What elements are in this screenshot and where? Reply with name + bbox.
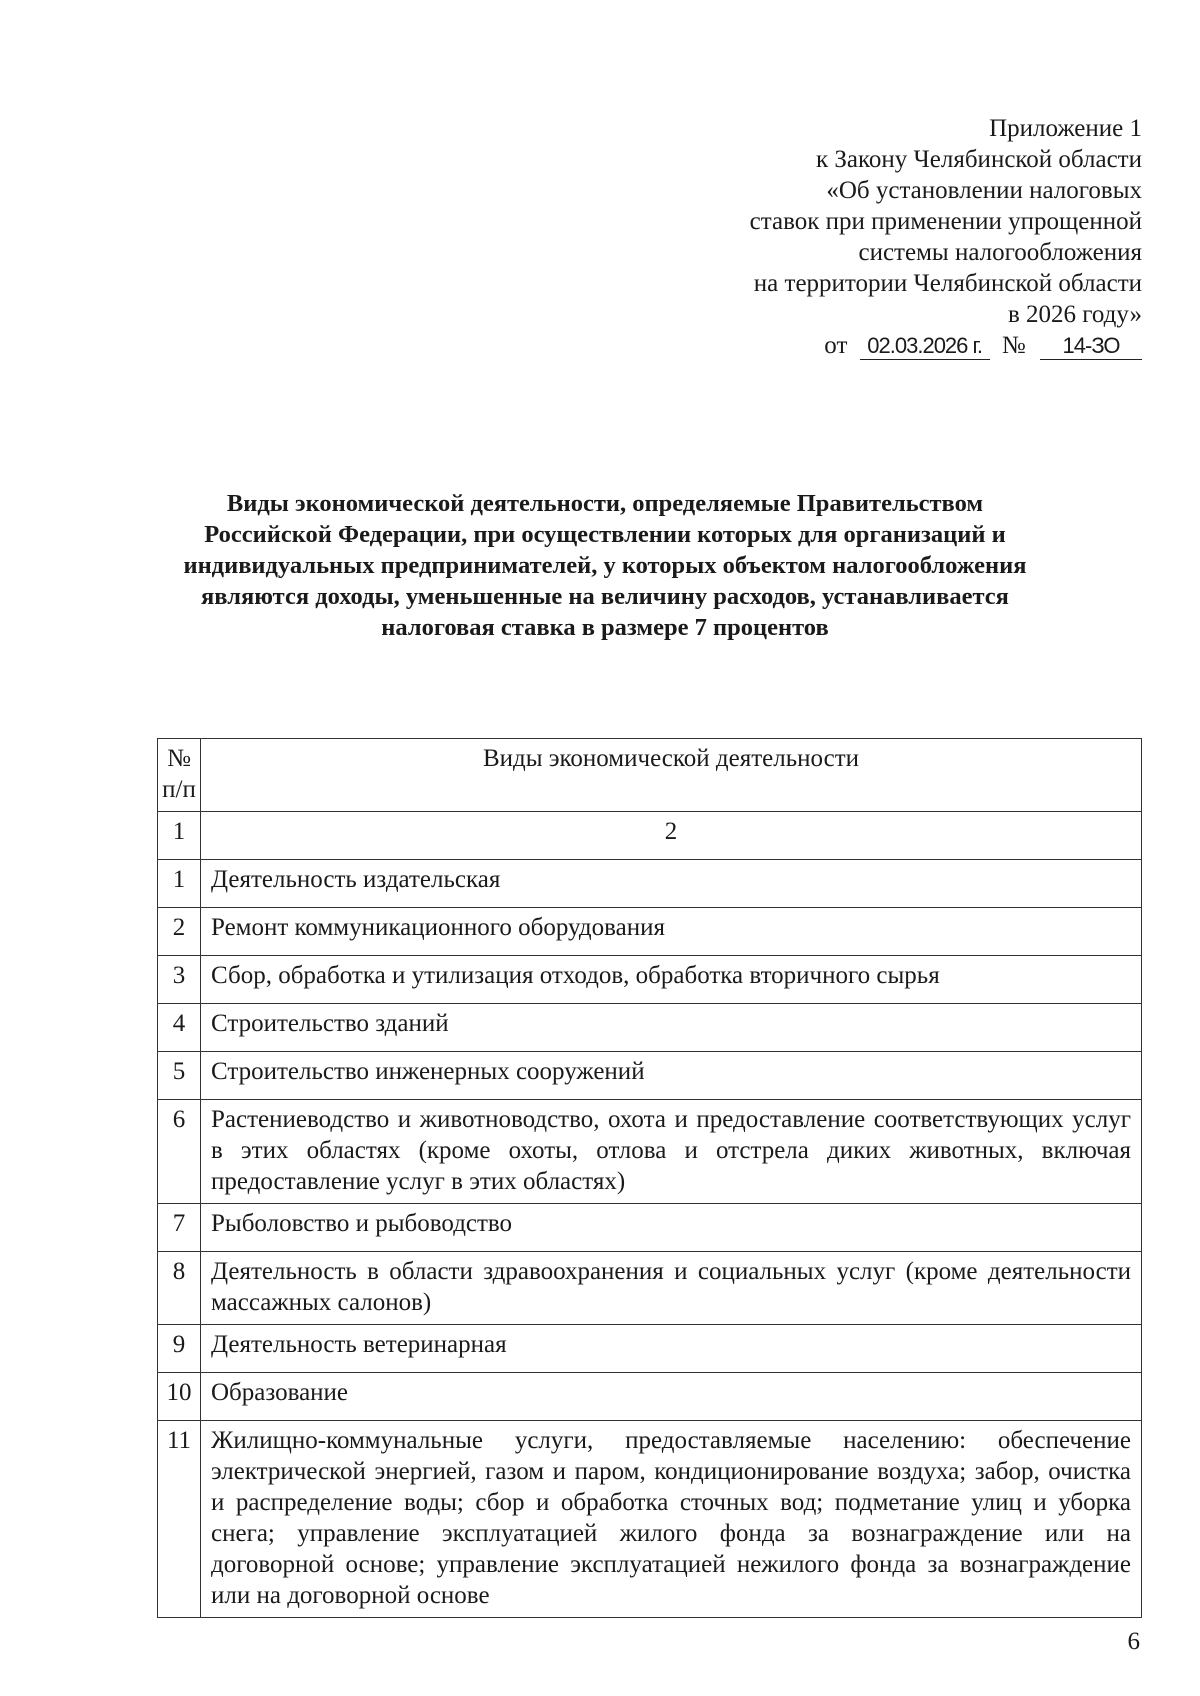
table-row (158, 1373, 1142, 1421)
appendix-line: в 2026 году» (1007, 301, 1142, 328)
row-activity: Растениеводство и животноводство, охота и предоставление соответствующих услуг в этих областях (кроме охоты, отлова и отстрела диких животных, включая предоставление услуг в этих областях) (201, 1100, 1142, 1204)
activities-table (157, 738, 1142, 1618)
row-num: 5 (158, 1052, 201, 1100)
appendix-line: к Закону Челябинской области (816, 146, 1142, 173)
row-num: 3 (158, 956, 201, 1004)
column-number: 1 (158, 812, 201, 860)
row-num: 7 (158, 1204, 201, 1252)
row-num: 11 (158, 1421, 201, 1618)
row-num: 4 (158, 1004, 201, 1052)
row-activity: Сбор, обработка и утилизация отходов, обработка вторичного сырья (201, 956, 1142, 1004)
number-prefix: № (1001, 332, 1026, 359)
law-date-value: 02.03.2026 г. (860, 333, 990, 360)
appendix-line: ставок при применении упрощенной (749, 208, 1142, 235)
appendix-line: системы налогообложения (858, 239, 1142, 266)
table-header-row (158, 739, 1142, 812)
row-activity: Рыболовство и рыбоводство (201, 1204, 1142, 1252)
page-number: 6 (1127, 1628, 1140, 1655)
row-activity: Жилищно-коммунальные услуги, предоставляемые населению: обеспечение электрической энергией, газом и паром, кондиционирование воздуха; забор, очистка и распределение воды; сбор и обработка сточных вод; подметание улиц и уборка снега; управление эксплуатацией жилого фонда за вознаграждение или на договорной основе; управление эксплуатацией нежилого фонда за вознаграждение или на договорной основе (201, 1421, 1142, 1618)
table-row (158, 860, 1142, 908)
table-row (158, 1325, 1142, 1373)
row-activity: Строительство зданий (201, 1004, 1142, 1052)
row-activity: Ремонт коммуникационного оборудования (201, 908, 1142, 956)
row-num: 2 (158, 908, 201, 956)
column-number-row (158, 812, 1142, 860)
row-num: 1 (158, 860, 201, 908)
header-activity: Виды экономической деятельности (201, 739, 1142, 812)
heading-line: являются доходы, уменьшенные на величину расходов, устанавливается (201, 583, 1009, 610)
law-date-number-line (750, 330, 1142, 361)
table-row (158, 1052, 1142, 1100)
row-num: 6 (158, 1100, 201, 1204)
document-heading (150, 488, 1060, 643)
date-prefix: от (824, 332, 848, 359)
row-activity: Деятельность издательская (201, 860, 1142, 908)
heading-line: индивидуальных предпринимателей, у которых объектом налогообложения (183, 552, 1027, 579)
table-row (158, 1421, 1142, 1618)
heading-line: Российской Федерации, при осуществлении которых для организаций и (204, 521, 1006, 548)
row-activity: Образование (201, 1373, 1142, 1421)
appendix-line: «Об установлении налоговых (826, 177, 1142, 204)
row-num: 8 (158, 1252, 201, 1325)
row-num: 9 (158, 1325, 201, 1373)
table-row (158, 956, 1142, 1004)
row-activity: Деятельность в области здравоохранения и социальных услуг (кроме деятельности массажных салонов) (201, 1252, 1142, 1325)
table-row (158, 1204, 1142, 1252)
appendix-block (750, 113, 1142, 361)
heading-line: налоговая ставка в размере 7 процентов (381, 614, 829, 641)
heading-line: Виды экономической деятельности, определяемые Правительством (226, 490, 984, 517)
table-row (158, 1252, 1142, 1325)
header-num: № п/п (158, 739, 201, 812)
appendix-line: на территории Челябинской области (753, 270, 1142, 297)
column-number: 2 (201, 812, 1142, 860)
appendix-line: Приложение 1 (989, 115, 1142, 142)
table-row (158, 908, 1142, 956)
row-activity: Строительство инженерных сооружений (201, 1052, 1142, 1100)
row-num: 10 (158, 1373, 201, 1421)
table-row (158, 1100, 1142, 1204)
table-row (158, 1004, 1142, 1052)
law-number-value: 14-ЗО (1040, 333, 1142, 360)
row-activity: Деятельность ветеринарная (201, 1325, 1142, 1373)
